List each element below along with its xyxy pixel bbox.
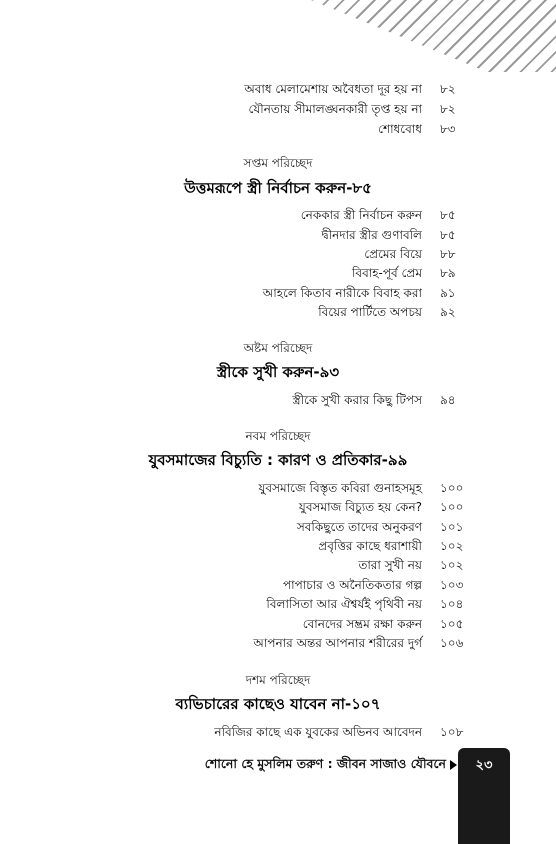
toc-page-number: ৮৯ — [440, 266, 456, 280]
toc-page-number: ১০৩ — [440, 578, 464, 592]
toc-page-number: ৯২ — [440, 305, 456, 319]
chapter-title[interactable]: ব্যভিচারের কাছেও যাবেন না-১০৭ — [175, 695, 381, 713]
toc-page-number: ১০০ — [440, 500, 464, 514]
toc-entry[interactable]: বিলাসিতা আর ঐশ্বর্যই পৃথিবী নয় — [266, 597, 422, 611]
toc-entry[interactable]: আপনার অন্তর আপনার শরীরের দুর্গ — [253, 636, 422, 650]
running-footer-title: শোনো হে মুসলিম তরুণ : জীবন সাজাও যৌবনে — [204, 756, 446, 771]
toc-entry[interactable]: যুবসমাজে বিস্তৃত কবিরা গুনাহসমূহ — [258, 481, 422, 495]
chapter-title[interactable]: স্ত্রীকে সুখী করুন-৯৩ — [216, 363, 340, 381]
chapter-label: নবম পরিচ্ছেদ — [245, 429, 311, 443]
toc-entry[interactable]: নেককার স্ত্রী নির্বাচন করুন — [300, 208, 422, 222]
toc-entry[interactable]: অবাধ মেলামেশায় অবৈধতা দূর হয় না — [244, 82, 422, 96]
toc-entry[interactable]: যৌনতায় সীমালঙ্ঘনকারী তৃপ্ত হয় না — [248, 102, 422, 116]
toc-page-number: ৮৩ — [440, 122, 456, 136]
chapter-label: সপ্তম পরিচ্ছেদ — [243, 156, 313, 170]
page-number: ২৩ — [475, 758, 493, 773]
toc-page-number: ১০৫ — [440, 617, 464, 631]
toc-page-number: ৯৪ — [440, 393, 456, 407]
toc-entry[interactable]: নবিজির কাছে এক যুবকের অভিনব আবেদন — [214, 725, 422, 739]
toc-entry[interactable]: বিবাহ-পূর্ব প্রেম — [351, 266, 422, 280]
toc-page-number: ১০৮ — [440, 725, 464, 739]
toc-entry[interactable]: পাপাচার ও অনৈতিকতার গল্প — [282, 578, 422, 592]
toc-page-number: ৮২ — [440, 82, 456, 96]
toc-page-number: ১০২ — [440, 558, 464, 572]
chapter-title[interactable]: যুবসমাজের বিচ্যুতি : কারণ ও প্রতিকার-৯৯ — [148, 451, 408, 469]
toc-entry[interactable]: তারা সুখী নয় — [358, 558, 422, 572]
toc-page-number: ১০০ — [440, 481, 464, 495]
toc-page-number: ৮৮ — [440, 247, 456, 261]
toc-entry[interactable]: প্রবৃত্তির কাছে ধরাশায়ী — [318, 539, 422, 553]
chapter-label: দশম পরিচ্ছেদ — [245, 673, 311, 687]
toc-page-number: ১০২ — [440, 539, 464, 553]
toc-entry[interactable]: বিয়ের পার্টিতে অপচয় — [318, 305, 422, 319]
toc-page-number: ১০৬ — [440, 636, 464, 650]
toc-page-number: ১০৪ — [440, 597, 464, 611]
toc-entry[interactable]: শোধবোধ — [378, 122, 422, 136]
chapter-label: অষ্টম পরিচ্ছেদ — [243, 341, 313, 355]
toc-entry[interactable]: স্ত্রীকে সুখী করার কিছু টিপস — [292, 393, 422, 407]
toc-entry[interactable]: যুবসমাজ বিচ্যুত হয় কেন? — [298, 500, 422, 514]
toc-entry[interactable]: আহলে কিতাব নারীকে বিবাহ করা — [262, 286, 422, 300]
toc-page-number: ৮৫ — [440, 228, 456, 242]
chapter-title[interactable]: উত্তমরূপে স্ত্রী নির্বাচন করুন-৮৫ — [184, 179, 372, 197]
toc-entry[interactable]: দ্বীনদার স্ত্রীর গুণাবলি — [321, 228, 422, 242]
toc-entry[interactable]: সবকিছুতে তাদের অনুকরণ — [296, 520, 422, 534]
toc-page-number: ৮২ — [440, 102, 456, 116]
page-number-tab — [458, 748, 510, 844]
toc-page-number: ১০১ — [440, 520, 464, 534]
toc-page-number: ৮৫ — [440, 208, 456, 222]
arrow-right-icon — [450, 760, 457, 770]
toc-page-number: ৯১ — [440, 286, 456, 300]
toc-entry[interactable]: প্রেমের বিয়ে — [364, 247, 422, 261]
decorative-stripes — [311, 0, 556, 72]
toc-entry[interactable]: বোনদের সম্ভ্রম রক্ষা করুন — [302, 617, 422, 631]
